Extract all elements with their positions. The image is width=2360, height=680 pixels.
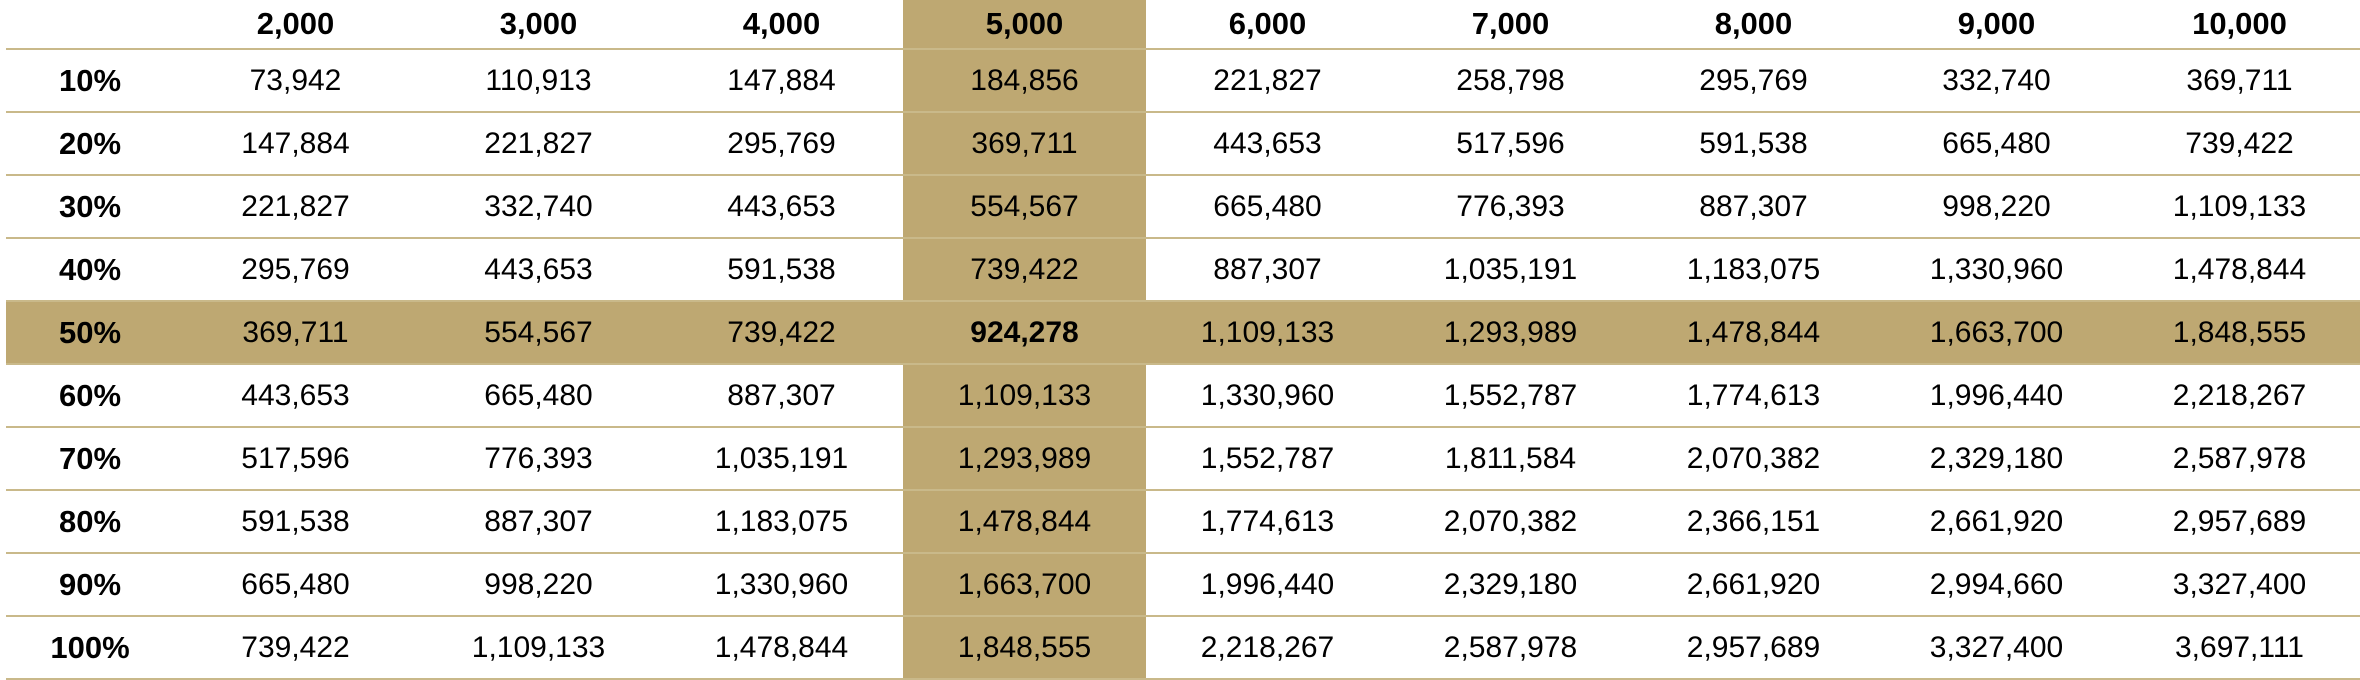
table-cell: 2,218,267 xyxy=(2118,364,2360,427)
table-cell: 1,109,133 xyxy=(417,616,660,679)
table-row xyxy=(6,238,2360,301)
table-cell: 221,827 xyxy=(417,112,660,175)
table-cell: 2,366,151 xyxy=(1632,490,1875,553)
table-cell: 258,798 xyxy=(1389,49,1632,112)
table-cell: 517,596 xyxy=(1389,112,1632,175)
table-cell: 1,478,844 xyxy=(2118,238,2360,301)
table-cell: 739,422 xyxy=(660,301,903,364)
table-cell: 1,035,191 xyxy=(1389,238,1632,301)
header-row xyxy=(6,0,2360,49)
table-cell: 887,307 xyxy=(417,490,660,553)
table-cell: 73,942 xyxy=(174,49,417,112)
table-cell: 332,740 xyxy=(1875,49,2118,112)
table-cell: 2,587,978 xyxy=(1389,616,1632,679)
table-cell: 665,480 xyxy=(1875,112,2118,175)
table-cell: 1,183,075 xyxy=(1632,238,1875,301)
table-row xyxy=(6,616,2360,679)
table-cell: 3,327,400 xyxy=(2118,553,2360,616)
table-cell: 1,478,844 xyxy=(1632,301,1875,364)
table-cell-highlighted-column: 184,856 xyxy=(903,49,1146,112)
table-row xyxy=(6,112,2360,175)
table-cell: 739,422 xyxy=(174,616,417,679)
table-cell-highlighted-column: 369,711 xyxy=(903,112,1146,175)
table-cell: 2,661,920 xyxy=(1632,553,1875,616)
table-cell: 776,393 xyxy=(417,427,660,490)
row-header: 10% xyxy=(6,49,174,112)
row-header: 100% xyxy=(6,616,174,679)
table-cell: 443,653 xyxy=(1146,112,1389,175)
column-header: 9,000 xyxy=(1875,0,2118,49)
table-cell: 221,827 xyxy=(1146,49,1389,112)
table-cell: 1,183,075 xyxy=(660,490,903,553)
row-header: 20% xyxy=(6,112,174,175)
table-cell: 887,307 xyxy=(1632,175,1875,238)
row-header: 90% xyxy=(6,553,174,616)
table-cell: 776,393 xyxy=(1389,175,1632,238)
table-cell: 1,330,960 xyxy=(660,553,903,616)
table-cell: 591,538 xyxy=(174,490,417,553)
table-cell: 369,711 xyxy=(174,301,417,364)
column-header: 7,000 xyxy=(1389,0,1632,49)
table-cell: 1,996,440 xyxy=(1146,553,1389,616)
table-row xyxy=(6,175,2360,238)
table-cell: 147,884 xyxy=(660,49,903,112)
table-cell: 369,711 xyxy=(2118,49,2360,112)
table-cell: 2,994,660 xyxy=(1875,553,2118,616)
table-cell: 739,422 xyxy=(2118,112,2360,175)
table-cell: 1,478,844 xyxy=(660,616,903,679)
table-cell: 665,480 xyxy=(417,364,660,427)
table-cell: 1,330,960 xyxy=(1146,364,1389,427)
table-cell: 998,220 xyxy=(417,553,660,616)
table-cell: 443,653 xyxy=(174,364,417,427)
table-cell: 1,552,787 xyxy=(1389,364,1632,427)
table-cell: 443,653 xyxy=(660,175,903,238)
table-cell: 147,884 xyxy=(174,112,417,175)
table-cell: 2,957,689 xyxy=(2118,490,2360,553)
table-cell-highlighted-column: 1,848,555 xyxy=(903,616,1146,679)
table-cell: 3,327,400 xyxy=(1875,616,2118,679)
table-body xyxy=(6,49,2360,679)
column-header-highlighted: 5,000 xyxy=(903,0,1146,49)
column-header: 6,000 xyxy=(1146,0,1389,49)
table-cell: 1,330,960 xyxy=(1875,238,2118,301)
table-cell: 665,480 xyxy=(1146,175,1389,238)
row-header: 50% xyxy=(6,301,174,364)
table-cell: 2,070,382 xyxy=(1632,427,1875,490)
table-cell: 1,552,787 xyxy=(1146,427,1389,490)
table-row xyxy=(6,49,2360,112)
table-cell: 2,329,180 xyxy=(1389,553,1632,616)
table-row xyxy=(6,427,2360,490)
table-cell: 110,913 xyxy=(417,49,660,112)
table-cell: 1,996,440 xyxy=(1875,364,2118,427)
row-header: 40% xyxy=(6,238,174,301)
table-cell-highlighted-column: 739,422 xyxy=(903,238,1146,301)
table-cell: 2,329,180 xyxy=(1875,427,2118,490)
row-header: 80% xyxy=(6,490,174,553)
table-cell: 1,811,584 xyxy=(1389,427,1632,490)
table-cell-highlighted-column: 1,478,844 xyxy=(903,490,1146,553)
table-cell: 1,109,133 xyxy=(1146,301,1389,364)
row-header: 70% xyxy=(6,427,174,490)
table-cell-base-case: 924,278 xyxy=(903,301,1146,364)
table-cell: 295,769 xyxy=(174,238,417,301)
table-row xyxy=(6,490,2360,553)
table-cell: 2,587,978 xyxy=(2118,427,2360,490)
table-cell: 887,307 xyxy=(660,364,903,427)
corner-cell xyxy=(6,0,174,49)
table-cell: 517,596 xyxy=(174,427,417,490)
table-cell: 2,957,689 xyxy=(1632,616,1875,679)
column-header: 8,000 xyxy=(1632,0,1875,49)
table-row xyxy=(6,553,2360,616)
table-cell: 1,109,133 xyxy=(2118,175,2360,238)
table-cell: 591,538 xyxy=(660,238,903,301)
column-header: 3,000 xyxy=(417,0,660,49)
table-cell: 554,567 xyxy=(417,301,660,364)
table-cell-highlighted-column: 1,293,989 xyxy=(903,427,1146,490)
table-cell: 295,769 xyxy=(1632,49,1875,112)
table-cell: 591,538 xyxy=(1632,112,1875,175)
column-header: 4,000 xyxy=(660,0,903,49)
table-cell: 332,740 xyxy=(417,175,660,238)
table-row xyxy=(6,364,2360,427)
table-cell: 998,220 xyxy=(1875,175,2118,238)
table-cell: 887,307 xyxy=(1146,238,1389,301)
table-row-highlighted xyxy=(6,301,2360,364)
table-cell: 665,480 xyxy=(174,553,417,616)
table-cell: 2,070,382 xyxy=(1389,490,1632,553)
table-cell: 2,218,267 xyxy=(1146,616,1389,679)
table-cell: 3,697,111 xyxy=(2118,616,2360,679)
table-cell-highlighted-column: 1,663,700 xyxy=(903,553,1146,616)
table-cell: 1,848,555 xyxy=(2118,301,2360,364)
table-cell: 2,661,920 xyxy=(1875,490,2118,553)
table-cell: 1,774,613 xyxy=(1146,490,1389,553)
column-header: 2,000 xyxy=(174,0,417,49)
sensitivity-table xyxy=(6,0,2360,680)
table-cell-highlighted-column: 554,567 xyxy=(903,175,1146,238)
table-cell: 221,827 xyxy=(174,175,417,238)
table-cell: 1,035,191 xyxy=(660,427,903,490)
table-cell: 443,653 xyxy=(417,238,660,301)
table-cell: 1,774,613 xyxy=(1632,364,1875,427)
row-header: 60% xyxy=(6,364,174,427)
table-cell: 1,663,700 xyxy=(1875,301,2118,364)
table-cell-highlighted-column: 1,109,133 xyxy=(903,364,1146,427)
column-header: 10,000 xyxy=(2118,0,2360,49)
table-cell: 1,293,989 xyxy=(1389,301,1632,364)
table-cell: 295,769 xyxy=(660,112,903,175)
row-header: 30% xyxy=(6,175,174,238)
